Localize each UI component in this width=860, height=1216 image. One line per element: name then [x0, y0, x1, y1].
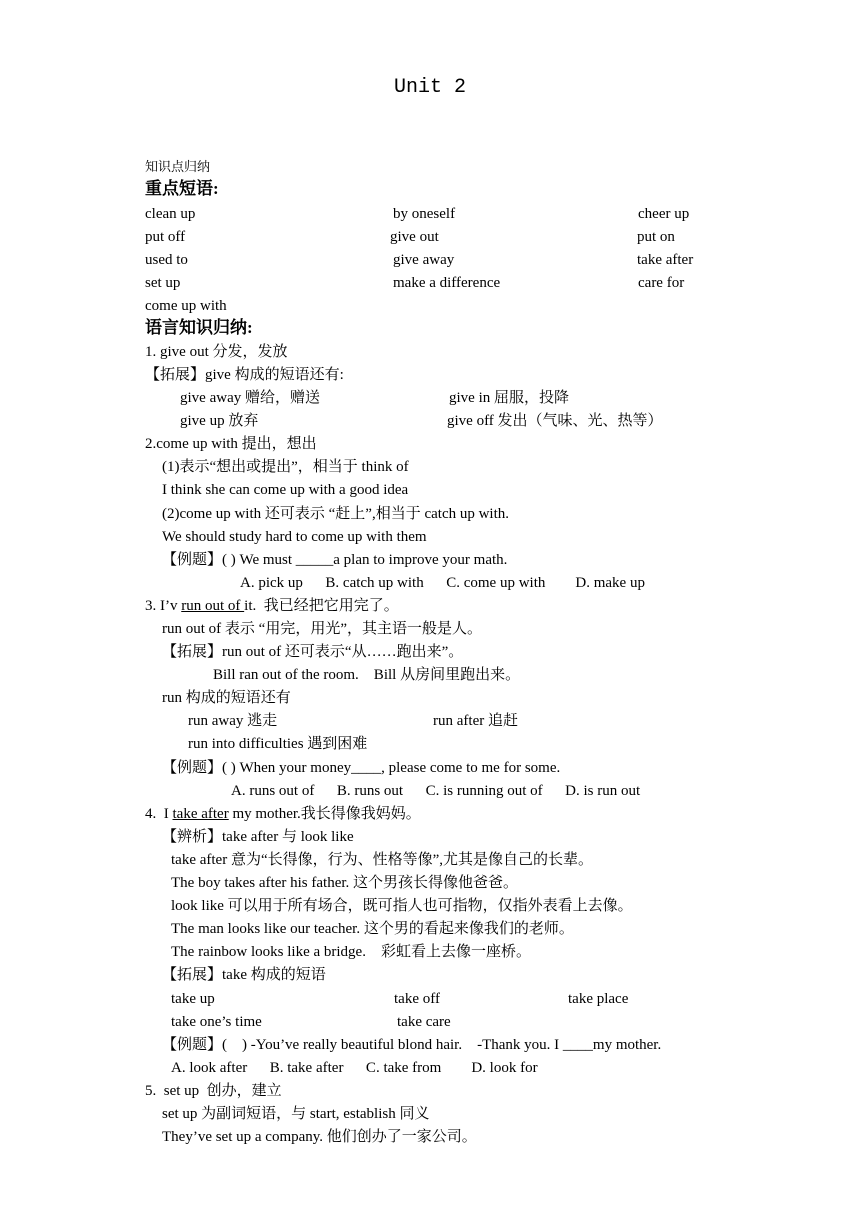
phrase: run away 逃走 — [188, 713, 278, 729]
underlined-phrase: take after — [172, 806, 229, 822]
phrase: give away — [393, 252, 455, 268]
extension-label: 【拓展】give 构成的短语还有: — [145, 367, 344, 383]
phrase: set up — [145, 275, 181, 291]
text-line: set up 为副词短语，与 start, establish 同义 — [162, 1106, 430, 1122]
example-question: 【例题】( ) When your money____, please come to me for some. — [162, 760, 561, 776]
section-label: 知识点归纳 — [145, 159, 211, 174]
phrase: take off — [394, 991, 440, 1007]
phrase: clean up — [145, 206, 196, 222]
text-line: (1)表示“想出或提出”，相当于 think of — [162, 459, 409, 475]
item-title: 2.come up with 提出，想出 — [145, 436, 317, 452]
text-line: They’ve set up a company. 他们创办了一家公司。 — [162, 1129, 477, 1145]
phrase: cheer up — [638, 206, 690, 222]
phrase: used to — [145, 252, 188, 268]
text-line: take after 意为“长得像，行为、性格等像”,尤其是像自己的长辈。 — [171, 852, 594, 868]
example-options: A. pick up B. catch up with C. come up with D. make up — [240, 575, 645, 591]
text-line: look like 可以用于所有场合，既可指人也可指物，仅指外表看上去像。 — [171, 898, 633, 914]
item-title: 3. I’v run out of it. 我已经把它用完了。 — [145, 598, 399, 614]
text-line: 【拓展】run out of 还可表示“从……跑出来”。 — [162, 644, 464, 660]
text-line: (2)come up with 还可表示 “赶上”,相当于 catch up with. — [162, 506, 510, 522]
phrase: run after 追赶 — [433, 713, 518, 729]
phrase: give up 放弃 — [180, 413, 259, 429]
text-line: I think she can come up with a good idea — [162, 482, 409, 498]
example-options: A. runs out of B. runs out C. is running out of D. is run out — [231, 783, 641, 799]
text-line: 【辨析】take after 与 look like — [162, 829, 354, 845]
text-line: The man looks like our teacher. 这个男的看起来像我们的老师。 — [171, 921, 574, 937]
example-options: A. look after B. take after C. take from D. look for — [171, 1060, 538, 1076]
phrase: put on — [637, 229, 675, 245]
phrase: take one’s time — [171, 1014, 262, 1030]
phrase: make a difference — [393, 275, 501, 291]
knowledge-heading: 语言知识归纳: — [145, 318, 253, 337]
item-title: 1. give out 分发，发放 — [145, 344, 288, 360]
extension-label: 【拓展】take 构成的短语 — [162, 967, 326, 983]
text-line: Bill ran out of the room. Bill 从房间里跑出来。 — [213, 667, 521, 683]
item-title: 4. I take after my mother.我长得像我妈妈。 — [145, 806, 421, 822]
text-line: run out of 表示 “用完，用光”，其主语一般是人。 — [162, 621, 482, 637]
text-line: We should study hard to come up with them — [162, 529, 427, 545]
phrase: give away 赠给，赠送 — [180, 390, 320, 406]
example-question: 【例题】( ) -You’ve really beautiful blond hair. -Thank you. I ____my mother. — [162, 1037, 662, 1053]
text-line: The boy takes after his father. 这个男孩长得像他爸爸。 — [171, 875, 519, 891]
phrase: give out — [390, 229, 439, 245]
text-line: The rainbow looks like a bridge. 彩虹看上去像一座桥。 — [171, 944, 531, 960]
phrases-heading: 重点短语: — [145, 179, 219, 198]
phrase: run into difficulties 遇到困难 — [188, 736, 368, 752]
phrase: take care — [397, 1014, 451, 1030]
phrase: take after — [637, 252, 694, 268]
page-title: Unit 2 — [393, 76, 466, 99]
example-question: 【例题】( ) We must _____a plan to improve your math. — [162, 552, 508, 568]
underlined-phrase: run out of — [181, 598, 245, 614]
phrase: put off — [145, 229, 186, 245]
text-line: run 构成的短语还有 — [162, 690, 291, 706]
item-title: 5. set up 创办，建立 — [145, 1083, 282, 1099]
phrase: take place — [568, 991, 629, 1007]
phrase: care for — [638, 275, 685, 291]
phrase: give in 屈服，投降 — [449, 390, 569, 406]
phrase: come up with — [145, 298, 227, 314]
phrase: by oneself — [393, 206, 456, 222]
phrase: give off 发出（气味、光、热等） — [447, 413, 663, 429]
phrase: take up — [171, 991, 215, 1007]
